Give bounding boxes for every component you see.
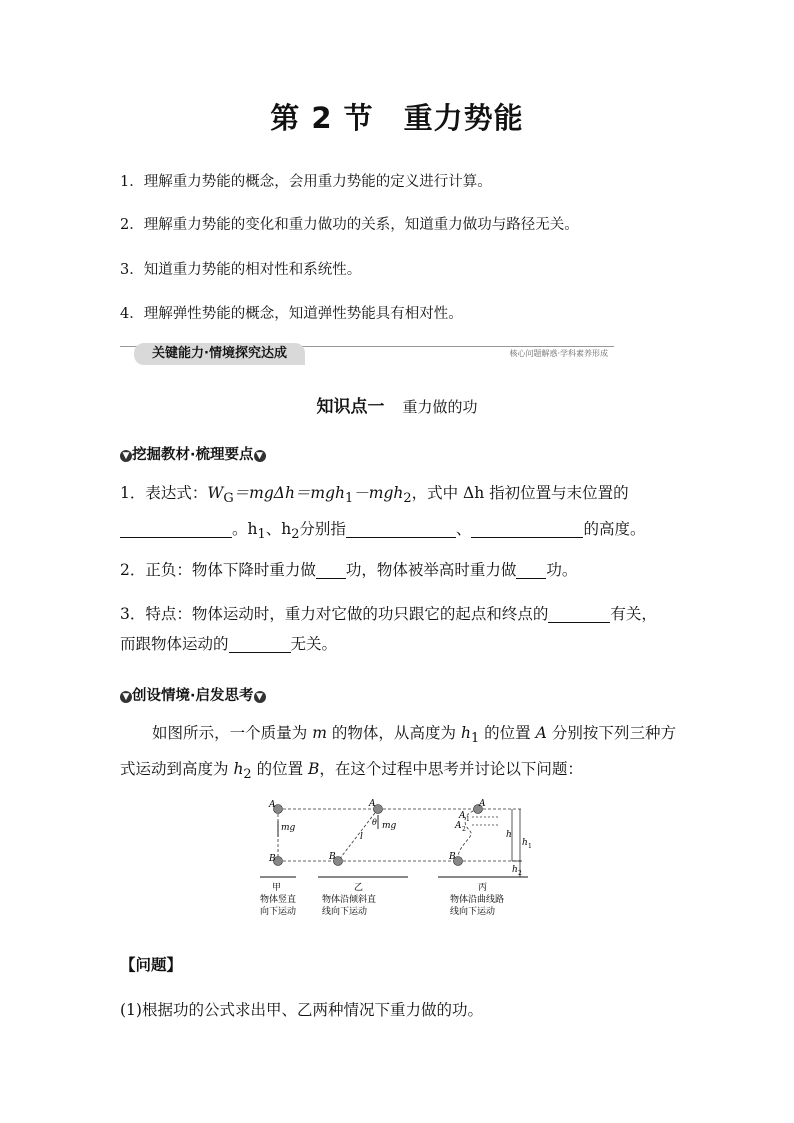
formula-w-sub: G (223, 491, 234, 507)
scenario-e: 式运动到高度为 (120, 760, 234, 779)
banner-tab: 关键能力·情境探究达成 (134, 343, 305, 365)
caption-bing-line2: 线向下运动 (450, 907, 496, 917)
caption-yi-name: 乙 (354, 883, 364, 893)
label-a-jia: A (269, 800, 276, 810)
item-1-prefix: 1．表达式： (120, 484, 208, 502)
question-1: (1)根据功的公式求出甲、乙两种情况下重力做的功。 (120, 1001, 483, 1019)
scenario-d: 分别按下列三种方 (546, 724, 676, 742)
scenario-h2-sub: 2 (243, 767, 252, 783)
item-1-h1-sub: 1 (257, 527, 266, 543)
label-a2-sub: 2 (462, 826, 466, 833)
banner-subtitle: 核心问题解惑·学科素养形成 (509, 349, 608, 358)
label-mg-yi: mg (382, 821, 397, 831)
scenario-m: m (312, 724, 327, 742)
objective-4: 4．理解弹性势能的概念，知道弹性势能具有相对性。 (120, 306, 463, 322)
caption-yi-line2: 线向下运动 (322, 907, 368, 917)
scenario-g: ，在这个过程中思考并讨论以下问题： (319, 760, 583, 779)
blank-7[interactable] (229, 634, 291, 653)
label-h2-sub: 2 (518, 870, 522, 877)
knowledge-point-heading (0, 392, 794, 417)
item-3-b: 有关， (610, 605, 657, 623)
label-a-yi: A (369, 799, 376, 809)
section-heading-1-text: 挖掘教材·梳理要点 (132, 447, 254, 463)
item-2-b: 功，物体被举高时重力做 (345, 561, 517, 579)
item-3 (120, 599, 676, 659)
section-heading-2 (120, 684, 266, 705)
item-1-sep: 、 (455, 520, 472, 539)
item-1-tail: ，式中 Δh 指初位置与末位置的 (411, 484, 629, 502)
item-1-h1-text: 。h (232, 520, 258, 539)
label-h2: h (512, 865, 518, 875)
label-h1-sub: 1 (528, 843, 532, 850)
objective-2: 2．理解重力势能的变化和重力做功的关系，知道重力做功与路径无关。 (120, 217, 579, 233)
label-h: h (506, 830, 512, 840)
formula-sub2: 2 (403, 491, 412, 507)
item-1-h2-text: 、h (265, 520, 292, 539)
formula-minus: －mgh (353, 484, 404, 502)
scenario-h2: h (233, 760, 244, 779)
item-2-c: 功。 (546, 561, 578, 579)
motion-figure (250, 795, 540, 925)
path-yi (338, 809, 378, 861)
item-1-refer: 分别指 (299, 520, 346, 539)
blank-6[interactable] (548, 604, 610, 623)
scenario-h1-sub: 1 (470, 731, 480, 747)
item-3-c: 而跟物体运动的 (120, 635, 229, 653)
formula-sub1: 1 (345, 491, 354, 507)
question-heading: 【问题】 (120, 956, 183, 974)
item-3-a: 3．特点：物体运动时，重力对它做的功只跟它的起点和终点的 (120, 605, 549, 623)
formula-rest: ＝mgΔh＝mgh (233, 484, 346, 502)
item-1-h2-sub: 2 (291, 527, 300, 543)
blank-1[interactable] (120, 519, 232, 538)
label-a-bing: A (479, 799, 486, 809)
scenario-b: 的物体，从高度为 (326, 724, 461, 742)
label-l: l (360, 832, 363, 842)
item-1 (120, 478, 676, 550)
blank-4[interactable] (316, 560, 346, 579)
blank-2[interactable] (346, 519, 456, 538)
page-title (0, 96, 794, 137)
item-3-d: 无关。 (290, 635, 338, 653)
label-a2: A (455, 821, 462, 831)
caption-yi-line1: 物体沿倾斜直 (322, 895, 377, 905)
scenario-text (120, 718, 676, 790)
scenario-a: 如图所示，一个质量为 (152, 724, 313, 742)
down-arrow-icon: ▼ (254, 450, 266, 462)
knowledge-point-label: 知识点一 (316, 397, 385, 417)
caption-jia-name: 甲 (272, 883, 282, 893)
objective-1: 1．理解重力势能的概念，会用重力势能的定义进行计算。 (120, 174, 492, 190)
scenario-A: A (535, 724, 547, 742)
scenario-h1: h (460, 724, 471, 742)
section-heading-1 (120, 443, 266, 464)
caption-jia-line2: 向下运动 (260, 907, 297, 917)
blank-3[interactable] (471, 519, 583, 538)
blank-5[interactable] (516, 560, 546, 579)
down-arrow-icon: ▼ (120, 691, 132, 703)
label-mg-jia: mg (281, 823, 296, 833)
down-arrow-icon: ▼ (120, 450, 132, 462)
section-name: 重力势能 (403, 101, 524, 135)
formula-w: W (207, 484, 224, 502)
item-1-end: 的高度。 (583, 520, 646, 539)
objective-3: 3．知道重力势能的相对性和系统性。 (120, 262, 362, 278)
scenario-c: 的位置 (479, 724, 536, 742)
label-b-jia: B (269, 854, 276, 864)
item-2 (120, 555, 676, 585)
label-b-yi: B (329, 852, 336, 862)
section-banner (120, 340, 614, 366)
label-a1-sub: 1 (466, 816, 470, 823)
label-h1: h (522, 838, 528, 848)
caption-bing-name: 丙 (478, 883, 488, 893)
label-a1: A (459, 811, 466, 821)
down-arrow-icon: ▼ (254, 691, 266, 703)
caption-bing-line1: 物体沿曲线路 (450, 895, 505, 905)
scenario-f: 的位置 (251, 760, 308, 779)
scenario-B: B (308, 760, 320, 779)
label-b-bing: B (449, 852, 456, 862)
section-number: 第 2 节 (270, 101, 374, 135)
label-theta: θ (372, 818, 377, 827)
item-2-a: 2．正负：物体下降时重力做 (120, 561, 316, 579)
section-heading-2-text: 创设情境·启发思考 (132, 688, 254, 704)
knowledge-point-topic: 重力做的功 (402, 398, 478, 416)
caption-jia-line1: 物体竖直 (260, 895, 297, 905)
